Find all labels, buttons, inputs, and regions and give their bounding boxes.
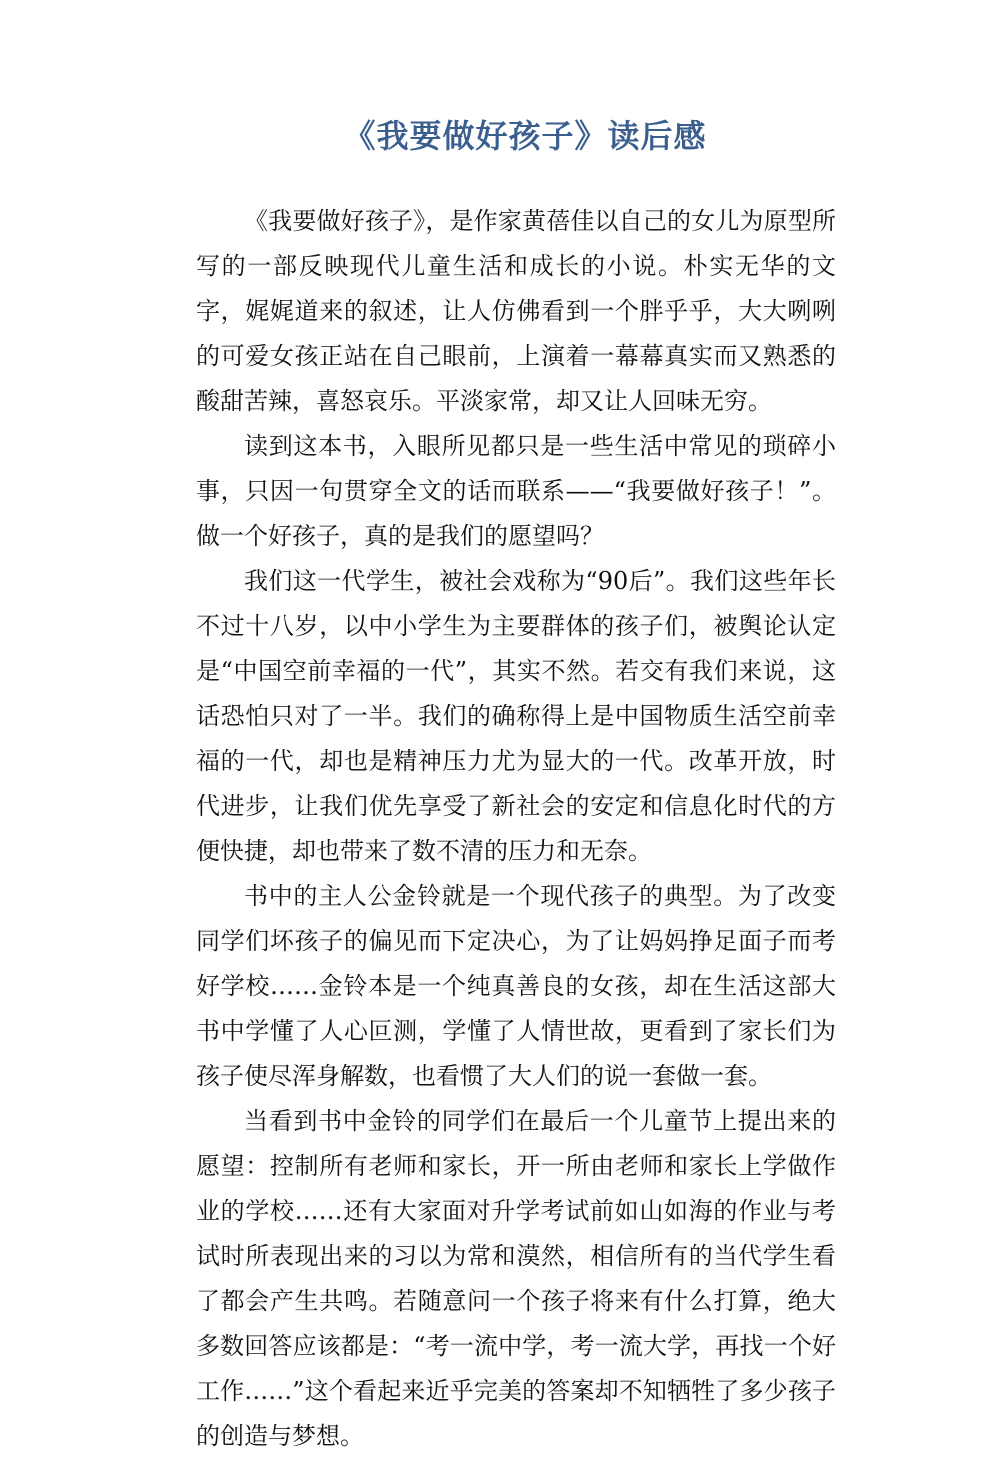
page-title: 《我要做好孩子》读后感 bbox=[343, 117, 707, 155]
paragraph-3: 我们这一代学生，被社会戏称为“90后”。我们这些年长不过十八岁，以中小学生为主要群体的孩子们，被舆论认定是“中国空前幸福的一代”，其实不然。若交有我们来说，这话恐怕只对了一半。我们的确称得上是中国物质生活空前幸福的一代，却也是精神压力尤为显大的一代。改革开放，时代进步，让我们优先享受了新社会的安定和信息化时代的方便快捷，却也带来了数不清的压力和无奈。 bbox=[196, 567, 836, 865]
paragraph-2: 读到这本书，入眼所见都只是一些生活中常见的琐碎小事，只因一句贯穿全文的话而联系——“我要做好孩子！”。做一个好孩子，真的是我们的愿望吗？ bbox=[196, 432, 836, 550]
paragraph-4: 书中的主人公金铃就是一个现代孩子的典型。为了改变同学们坏孩子的偏见而下定决心，为了让妈妈挣足面子而考好学校……金铃本是一个纯真善良的女孩，却在生活这部大书中学懂了人心叵测，学懂了人情世故，更看到了家长们为孩子使尽浑身解数，也看惯了大人们的说一套做一套。 bbox=[196, 882, 836, 1090]
paragraph-1: 《我要做好孩子》，是作家黄蓓佳以自己的女儿为原型所写的一部反映现代儿童生活和成长的小说。朴实无华的文字，娓娓道来的叙述，让人仿佛看到一个胖乎乎，大大咧咧的可爱女孩正站在自己眼前，上演着一幕幕真实而又熟悉的酸甜苦辣，喜怒哀乐。平淡家常，却又让人回味无穷。 bbox=[196, 207, 836, 415]
document-body bbox=[196, 199, 836, 1459]
paragraph-5: 当看到书中金铃的同学们在最后一个儿童节上提出来的愿望：控制所有老师和家长，开一所由老师和家长上学做作业的学校……还有大家面对升学考试前如山如海的作业与考试时所表现出来的习以为常和漠然，相信所有的当代学生看了都会产生共鸣。若随意问一个孩子将来有什么打算，绝大多数回答应该都是：“考一流中学，考一流大学，再找一个好工作……”这个看起来近乎完美的答案却不知牺牲了多少孩子的创造与梦想。 bbox=[196, 1107, 836, 1450]
